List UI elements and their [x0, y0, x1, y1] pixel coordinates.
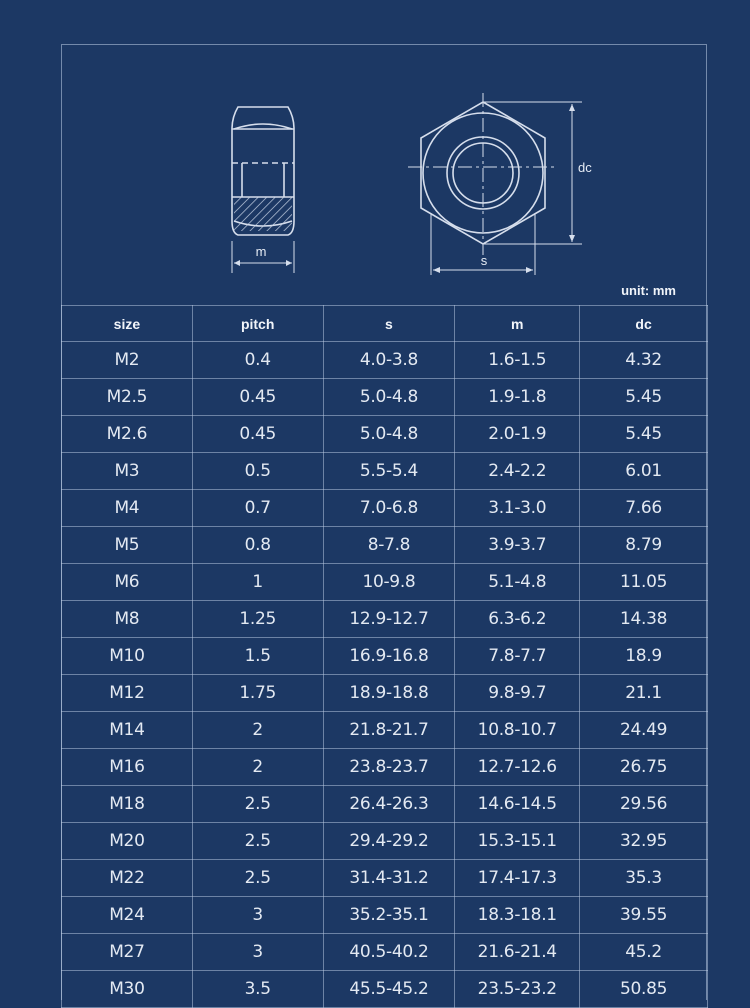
cell-pitch: 0.8: [192, 527, 323, 564]
table-row: [62, 786, 708, 823]
cell-size: M30: [62, 971, 193, 1008]
cell-dc: 7.66: [580, 490, 708, 527]
column-header-pitch: pitch: [192, 306, 323, 342]
table-row: [62, 860, 708, 897]
cell-m: 18.3-18.1: [455, 897, 580, 934]
cell-size: M12: [62, 675, 193, 712]
cell-pitch: 1.25: [192, 601, 323, 638]
cell-m: 15.3-15.1: [455, 823, 580, 860]
column-header-m: m: [455, 306, 580, 342]
cell-size: M8: [62, 601, 193, 638]
cell-dc: 50.85: [580, 971, 708, 1008]
column-header-dc: dc: [580, 306, 708, 342]
cell-dc: 21.1: [580, 675, 708, 712]
cell-dc: 5.45: [580, 379, 708, 416]
cell-pitch: 3.5: [192, 971, 323, 1008]
cell-dc: 24.49: [580, 712, 708, 749]
cell-size: M16: [62, 749, 193, 786]
table-row: [62, 897, 708, 934]
table-body: [62, 342, 708, 1008]
cell-size: M10: [62, 638, 193, 675]
cell-s: 5.0-4.8: [323, 416, 455, 453]
cell-size: M3: [62, 453, 193, 490]
cell-dc: 8.79: [580, 527, 708, 564]
table-row: [62, 342, 708, 379]
cell-dc: 35.3: [580, 860, 708, 897]
cell-s: 40.5-40.2: [323, 934, 455, 971]
cell-m: 1.9-1.8: [455, 379, 580, 416]
table-row: [62, 971, 708, 1008]
cell-s: 10-9.8: [323, 564, 455, 601]
cell-size: M27: [62, 934, 193, 971]
cell-m: 14.6-14.5: [455, 786, 580, 823]
cell-pitch: 1.75: [192, 675, 323, 712]
cell-s: 21.8-21.7: [323, 712, 455, 749]
column-header-size: size: [62, 306, 193, 342]
label-s: s: [480, 253, 488, 268]
cell-m: 5.1-4.8: [455, 564, 580, 601]
cell-s: 8-7.8: [323, 527, 455, 564]
cell-pitch: 2.5: [192, 823, 323, 860]
cell-size: M2: [62, 342, 193, 379]
table-row: [62, 490, 708, 527]
cell-size: M4: [62, 490, 193, 527]
cell-size: M20: [62, 823, 193, 860]
table-row: [62, 934, 708, 971]
cell-m: 2.0-1.9: [455, 416, 580, 453]
cell-pitch: 0.45: [192, 379, 323, 416]
hex-nut-size-table: [61, 305, 708, 1008]
table-row: [62, 564, 708, 601]
cell-dc: 11.05: [580, 564, 708, 601]
table-row: [62, 379, 708, 416]
cell-pitch: 0.7: [192, 490, 323, 527]
cell-s: 29.4-29.2: [323, 823, 455, 860]
hex-nut-drawing: [62, 45, 708, 307]
cell-s: 5.5-5.4: [323, 453, 455, 490]
cell-pitch: 1: [192, 564, 323, 601]
cell-s: 31.4-31.2: [323, 860, 455, 897]
table-row: [62, 527, 708, 564]
cell-pitch: 0.45: [192, 416, 323, 453]
technical-drawing: [62, 45, 708, 307]
cell-s: 26.4-26.3: [323, 786, 455, 823]
cell-size: M5: [62, 527, 193, 564]
table-row: [62, 675, 708, 712]
cell-m: 6.3-6.2: [455, 601, 580, 638]
cell-s: 18.9-18.8: [323, 675, 455, 712]
cell-dc: 39.55: [580, 897, 708, 934]
cell-pitch: 3: [192, 897, 323, 934]
cell-m: 9.8-9.7: [455, 675, 580, 712]
cell-s: 5.0-4.8: [323, 379, 455, 416]
label-dc: dc: [578, 160, 592, 175]
cell-dc: 45.2: [580, 934, 708, 971]
cell-pitch: 2: [192, 712, 323, 749]
cell-size: M14: [62, 712, 193, 749]
cell-m: 3.1-3.0: [455, 490, 580, 527]
cell-dc: 29.56: [580, 786, 708, 823]
table-header-row: [62, 306, 708, 342]
cell-s: 16.9-16.8: [323, 638, 455, 675]
cell-m: 12.7-12.6: [455, 749, 580, 786]
spec-sheet: [61, 44, 707, 1000]
table-row: [62, 712, 708, 749]
cell-dc: 26.75: [580, 749, 708, 786]
cell-size: M24: [62, 897, 193, 934]
cell-s: 12.9-12.7: [323, 601, 455, 638]
table-row: [62, 823, 708, 860]
cell-s: 45.5-45.2: [323, 971, 455, 1008]
cell-dc: 4.32: [580, 342, 708, 379]
cell-m: 23.5-23.2: [455, 971, 580, 1008]
label-m: m: [255, 244, 267, 259]
table-row: [62, 749, 708, 786]
cell-s: 35.2-35.1: [323, 897, 455, 934]
cell-dc: 18.9: [580, 638, 708, 675]
cell-s: 23.8-23.7: [323, 749, 455, 786]
cell-size: M2.5: [62, 379, 193, 416]
cell-s: 4.0-3.8: [323, 342, 455, 379]
cell-s: 7.0-6.8: [323, 490, 455, 527]
unit-label: unit: mm: [621, 283, 676, 298]
cell-m: 21.6-21.4: [455, 934, 580, 971]
cell-pitch: 0.5: [192, 453, 323, 490]
cell-m: 1.6-1.5: [455, 342, 580, 379]
cell-dc: 5.45: [580, 416, 708, 453]
cell-size: M2.6: [62, 416, 193, 453]
table-row: [62, 638, 708, 675]
cell-m: 10.8-10.7: [455, 712, 580, 749]
cell-pitch: 2: [192, 749, 323, 786]
cell-dc: 32.95: [580, 823, 708, 860]
cell-pitch: 2.5: [192, 786, 323, 823]
cell-m: 17.4-17.3: [455, 860, 580, 897]
cell-pitch: 0.4: [192, 342, 323, 379]
cell-dc: 14.38: [580, 601, 708, 638]
cell-pitch: 2.5: [192, 860, 323, 897]
table-row: [62, 416, 708, 453]
cell-m: 7.8-7.7: [455, 638, 580, 675]
cell-dc: 6.01: [580, 453, 708, 490]
top-view: [408, 93, 582, 275]
cell-size: M18: [62, 786, 193, 823]
cell-pitch: 3: [192, 934, 323, 971]
cell-pitch: 1.5: [192, 638, 323, 675]
cell-m: 2.4-2.2: [455, 453, 580, 490]
cell-size: M6: [62, 564, 193, 601]
table-row: [62, 453, 708, 490]
cell-size: M22: [62, 860, 193, 897]
cell-m: 3.9-3.7: [455, 527, 580, 564]
column-header-s: s: [323, 306, 455, 342]
table-row: [62, 601, 708, 638]
